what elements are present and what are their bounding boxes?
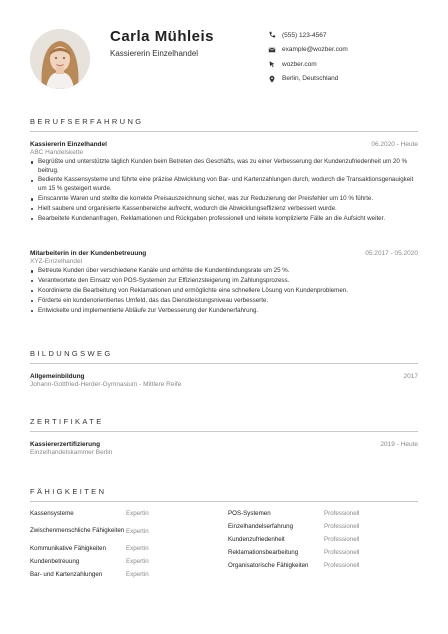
skill-level: Expertin (126, 510, 149, 517)
job-company: ABC Handelskette (30, 149, 84, 156)
experience-entry (30, 141, 418, 225)
skill-row (30, 520, 220, 542)
skill-row (228, 507, 418, 520)
skill-level: Professionell (324, 536, 360, 543)
skill-name: Kassensysteme (30, 509, 74, 517)
email-icon (268, 46, 276, 54)
job-title: Mitarbeiterin in der Kundenbetreuung (30, 250, 147, 257)
list-item: Verantwortete den Einsatz von POS-Systemen zur Effizienzsteigerung im Zahlungsprozess. (30, 277, 418, 286)
contact-phone (268, 28, 438, 42)
certificate-entry (30, 441, 418, 456)
list-item: Begrüßte und unterstützte täglich Kunden beim Betreten des Geschäfts, was zu einer Verbesserung der Kundenzufriedenheit um 20 % beitrug. (30, 158, 418, 175)
contact-location (268, 72, 438, 86)
skill-level: Professionell (324, 549, 360, 556)
list-item: Einscannte Waren und stellte die korrekte Preisauszeichnung sicher, was zur Reduzierung der Preisfehler um 10 % führte. (30, 195, 418, 204)
skill-name: Kommunikative Fähigkeiten (30, 544, 107, 552)
contact-email (268, 43, 438, 57)
list-item: Bediente Kassensysteme und führte eine präzise Abwicklung von Bar- und Kartenzahlungen durch, wodurch die Transaktionsgenauigkeit um 15 % gesteigert wurde. (30, 176, 418, 193)
skills-column-left (30, 507, 220, 581)
skill-row (228, 533, 418, 546)
skill-level: Professionell (324, 523, 360, 530)
skill-row (228, 520, 418, 533)
list-item: Bearbeitete Kundenanfragen, Reklamationen und Rückgaben professionell und leitete komplizierte Fälle an die Aufsicht weiter. (30, 215, 418, 224)
certificates-section (30, 417, 418, 456)
skill-row (30, 507, 220, 520)
list-item: Förderte ein kundenorientiertes Umfeld, das das Dienstleistungsniveau verbesserte. (30, 297, 418, 306)
skill-row (30, 542, 220, 555)
job-date: 06.2020 - Heute (371, 141, 418, 148)
certificate-date: 2019 - Heute (380, 441, 418, 448)
skill-name: Organisatorische Fähigkeiten (228, 561, 309, 569)
education-section (30, 349, 418, 388)
contact-list (268, 28, 438, 86)
certificate-issuer: Einzelhandelskammer Berlin (30, 449, 113, 456)
profile-photo (30, 29, 90, 89)
section-divider (30, 501, 418, 502)
section-divider (30, 363, 418, 364)
skills-section (30, 487, 418, 578)
skill-name: Reklamationsbearbeitung (228, 548, 299, 556)
skill-level: Expertin (126, 545, 149, 552)
list-item: Hielt saubere und organisierte Kassenbereiche aufrecht, wodurch die Abwicklungseffizienz verbessert wurde. (30, 205, 418, 214)
degree-title: Allgemeinbildung (30, 373, 85, 380)
section-divider (30, 431, 418, 432)
skill-level: Expertin (126, 571, 149, 578)
school-name: Johann-Gottfried-Herder-Gymnasium - Mittlere Reife (30, 381, 182, 388)
skill-row (30, 568, 220, 581)
job-title: Kassiererin Einzelhandel (30, 141, 107, 148)
section-title-certificates: ZERTIFIKATE (30, 417, 104, 426)
skill-name: Kundenbetreuung (30, 557, 80, 565)
candidate-title: Kassiererin Einzelhandel (110, 49, 199, 58)
location-text: Berlin, Deutschland (282, 75, 339, 82)
education-entry (30, 373, 418, 388)
list-item: Betreute Kunden über verschiedene Kanäle und erhöhte die Kundenbindungsrate um 25 %. (30, 267, 418, 276)
contact-website (268, 57, 438, 71)
candidate-name: Carla Mühleis (110, 28, 215, 45)
link-icon (268, 60, 276, 68)
section-title-skills: FÄHIGKEITEN (30, 487, 107, 496)
phone-icon (268, 31, 276, 39)
certificate-title: Kassiererzertifizierung (30, 441, 101, 448)
job-bullets (30, 267, 418, 315)
list-item: Entwickelte und implementierte Abläufe zur Verbesserung der Kundenerfahrung. (30, 307, 418, 316)
skill-row (30, 555, 220, 568)
skill-row (228, 546, 418, 559)
skill-name: Einzelhandelserfahrung (228, 522, 294, 530)
experience-entry (30, 250, 418, 316)
phone-text: (555) 123-4567 (282, 31, 327, 39)
section-divider (30, 131, 418, 132)
experience-section (30, 117, 418, 314)
list-item: Koordinierte die Bearbeitung von Reklamationen und ermöglichte eine schnellere Lösung von Kundenproblemen. (30, 287, 418, 296)
section-title-experience: BERUFSERFAHRUNG (30, 117, 144, 126)
skill-name: Zwischenmenschliche Fähigkeiten (30, 527, 125, 534)
skill-level: Professionell (324, 510, 360, 517)
skill-row (228, 559, 418, 572)
job-company: XYZ-Einzelhandel (30, 258, 83, 265)
email-text[interactable]: example@wozber.com (282, 46, 348, 53)
section-title-education: BILDUNGSWEG (30, 349, 113, 358)
job-bullets (30, 158, 418, 223)
skill-level: Expertin (126, 527, 149, 535)
skill-name: Bar- und Kartenzahlungen (30, 570, 103, 578)
education-date: 2017 (403, 373, 418, 380)
skill-level: Expertin (126, 558, 149, 565)
skill-name: POS-Systemen (228, 509, 271, 517)
location-icon (268, 75, 276, 83)
website-text[interactable]: wozber.com (282, 60, 317, 68)
skill-name: Kundenzufriedenheit (228, 535, 285, 543)
skill-level: Professionell (324, 562, 360, 569)
avatar (30, 29, 90, 89)
skills-column-right (228, 507, 418, 572)
job-date: 05.2017 - 05.2020 (365, 250, 418, 257)
